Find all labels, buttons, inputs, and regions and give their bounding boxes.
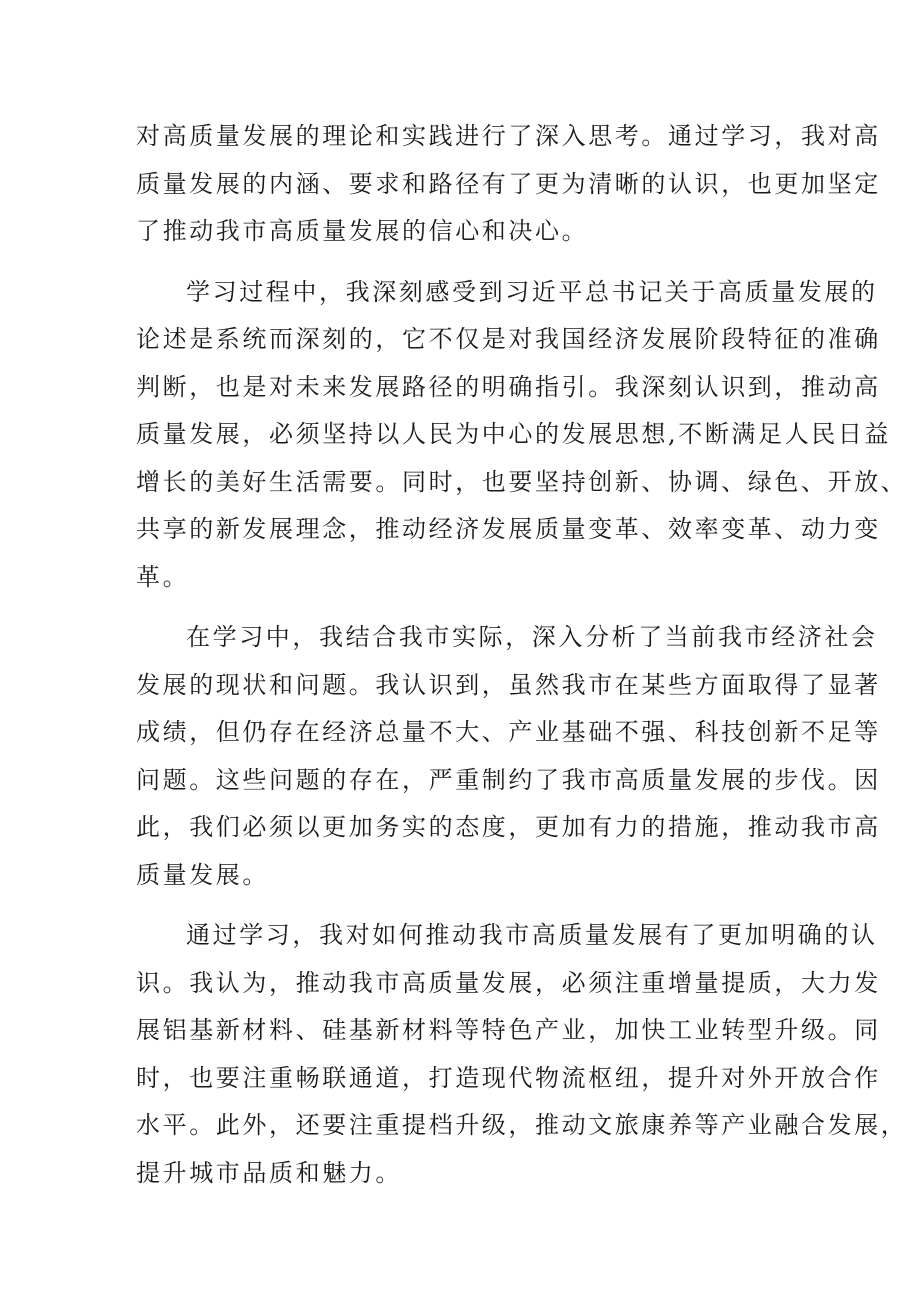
paragraph-line: 共享的新发展理念，推动经济发展质量变革、效率变革、动力变 (136, 515, 881, 543)
paragraph-line: 对高质量发展的理论和实践进行了深入思考。通过学习，我对高 (136, 122, 881, 150)
paragraph-line: 提升城市品质和魅力。 (136, 1158, 402, 1187)
paragraph-line: 识。我认为，推动我市高质量发展，必须注重增量提质，大力发 (136, 968, 881, 997)
paragraph-line: 通过学习，我对如何推动我市高质量发展有了更加明确的认 (186, 921, 878, 949)
paragraph-line: 革。 (136, 562, 190, 591)
paragraph-line: 时，也要注重畅联通道，打造现代物流枢纽，提升对外开放合作 (136, 1063, 881, 1092)
paragraph-line: 增长的美好生活需要。同时，也要坚持创新、协调、绿色、开放、 (136, 467, 908, 496)
paragraph-line: 展铝基新材料、硅基新材料等特色产业，加快工业转型升级。同 (136, 1016, 881, 1044)
paragraph-line: 判断，也是对未来发展路径的明确指引。我深刻认识到，推动高 (136, 372, 881, 401)
paragraph-2 (136, 269, 908, 602)
paragraph-line: 质量发展的内涵、要求和路径有了更为清晰的认识，也更加坚定 (136, 169, 881, 198)
paragraph-line: 成绩，但仍存在经济总量不大、产业基础不强、科技创新不足等 (136, 718, 881, 746)
paragraph-3 (136, 614, 881, 899)
paragraph-line: 水平。此外，还要注重提档升级，推动文旅康养等产业融合发展， (136, 1111, 908, 1139)
paragraph-line: 发展的现状和问题。我认识到，虽然我市在某些方面取得了显著 (136, 670, 881, 699)
paragraph-line: 学习过程中，我深刻感受到习近平总书记关于高质量发展的 (186, 277, 878, 306)
paragraph-line: 质量发展。 (136, 860, 269, 889)
paragraph-line: 论述是系统而深刻的，它不仅是对我国经济发展阶段特征的准确 (136, 325, 881, 353)
paragraph-1 (136, 113, 881, 256)
paragraph-line: 在学习中，我结合我市实际，深入分析了当前我市经济社会 (186, 623, 878, 651)
paragraph-line: 质量发展，必须坚持以人民为中心的发展思想,不断满足人民日益 (136, 420, 892, 448)
paragraph-4 (136, 912, 908, 1197)
document-body (136, 113, 908, 1210)
paragraph-line: 此，我们必须以更加务实的态度，更加有力的措施，推动我市高 (136, 813, 881, 841)
paragraph-line: 了推动我市高质量发展的信心和决心。 (136, 217, 589, 245)
paragraph-line: 问题。这些问题的存在，严重制约了我市高质量发展的步伐。因 (136, 765, 881, 794)
